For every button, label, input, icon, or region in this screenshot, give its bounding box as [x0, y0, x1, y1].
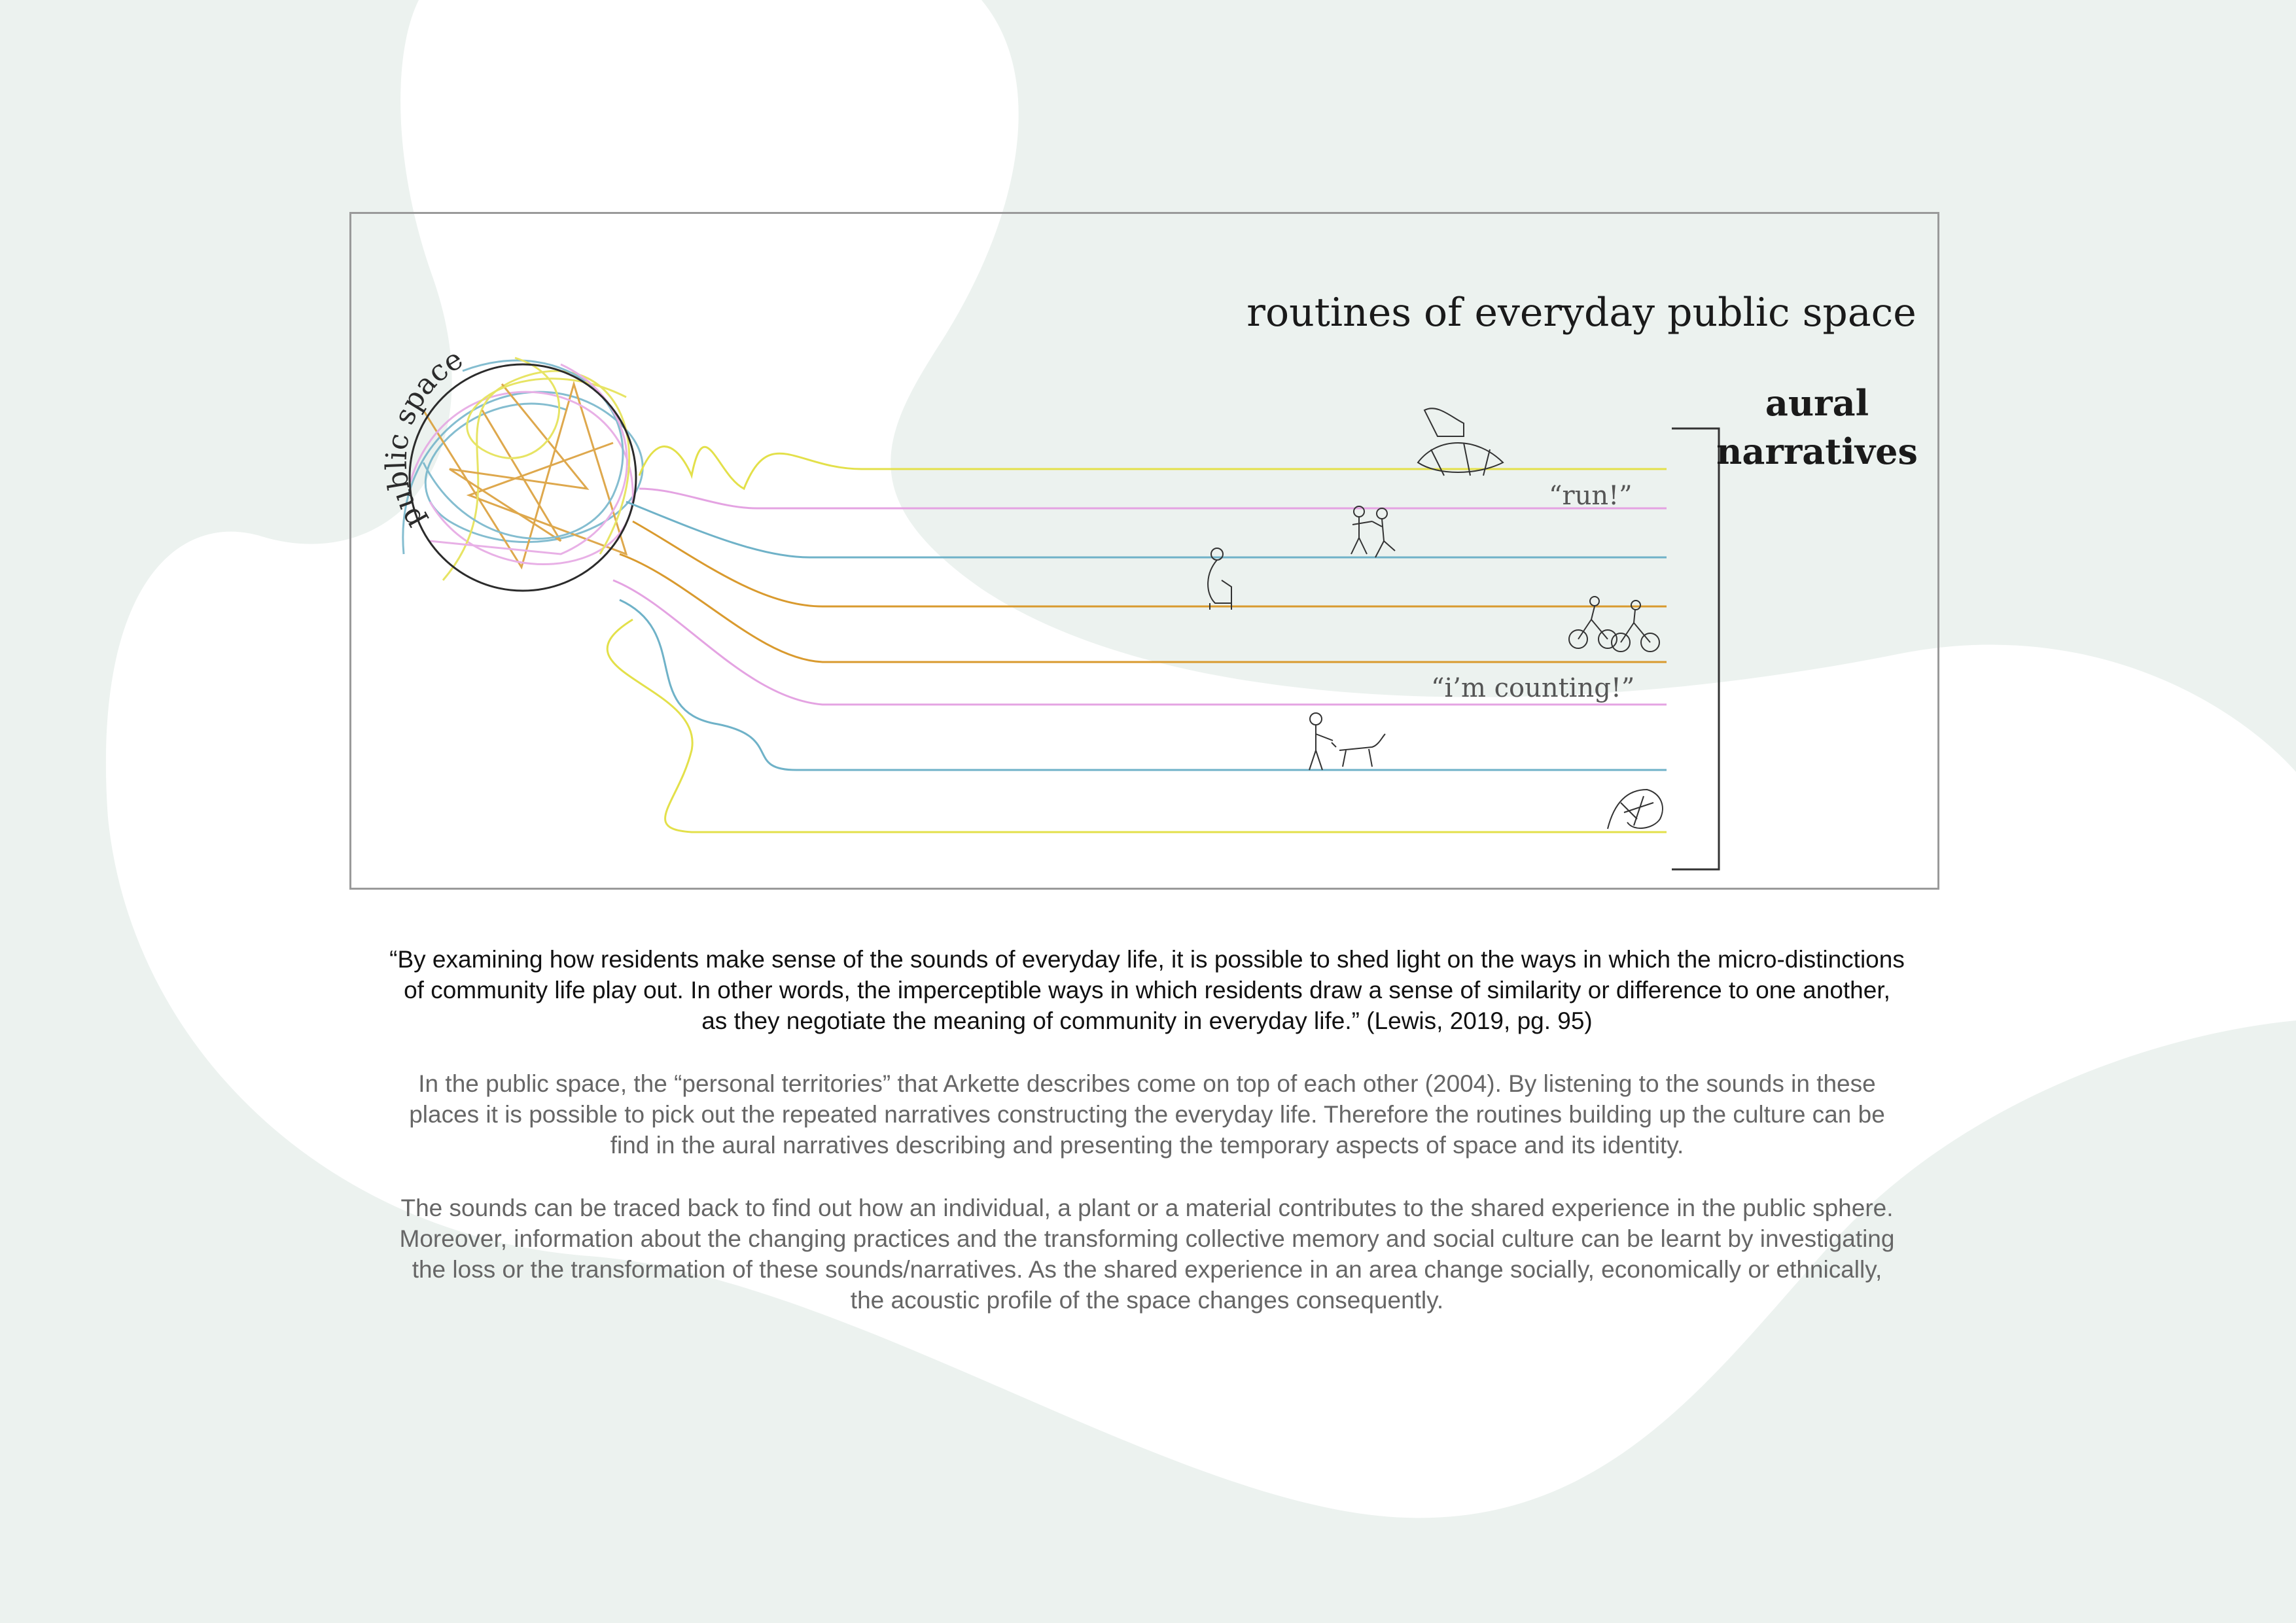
bracket — [1672, 428, 1719, 869]
quote-line: “By examining how residents make sense of the sounds of everyday life, it is possible to shed light on the ways in which the micro-distinctions — [389, 946, 1905, 973]
paragraph-line: Moreover, information about the changing practices and the transforming collective memory and social culture can be learnt by investigating — [399, 1225, 1895, 1252]
circle-label: public space — [380, 342, 469, 534]
aural-narratives-label — [1712, 379, 1922, 476]
paragraph-2 — [351, 1193, 1943, 1316]
shoe-sweeping-icon — [1418, 408, 1503, 476]
speech-counting: “i’m counting!” — [1431, 673, 1635, 703]
narrative-lines — [607, 447, 1667, 832]
paragraph-line: The sounds can be traced back to find out how an individual, a plant or a material contributes to the shared experience in the public sphere. — [400, 1195, 1894, 1221]
diagram-title: routines of everyday public space — [1246, 290, 1916, 336]
aural-label-line: aural — [1765, 382, 1869, 424]
paragraph-1 — [351, 1068, 1943, 1161]
quote-line: as they negotiate the meaning of community in everyday life.” (Lewis, 2019, pg. 95) — [701, 1007, 1593, 1034]
paragraph-line: the acoustic profile of the space changes consequently. — [850, 1287, 1444, 1314]
paragraph-line: find in the aural narratives describing and presenting the temporary aspects of space and its identity. — [610, 1132, 1684, 1159]
quote-block — [351, 944, 1943, 1036]
quote-line: of community life play out. In other words, the imperceptible ways in which residents draw a sense of similarity or difference to one another, — [404, 977, 1890, 1003]
shrub-icon — [1608, 790, 1663, 829]
paragraph-line: the loss or the transformation of these sounds/narratives. As the shared experience in an area change socially, economically or ethnically, — [412, 1256, 1882, 1283]
person-with-dog-icon — [1309, 713, 1385, 770]
speech-run: “run!” — [1549, 481, 1633, 511]
diagram-figure — [349, 212, 1939, 890]
dancing-figures-icon — [1351, 506, 1395, 557]
cyclists-icon — [1569, 597, 1659, 652]
aural-label-line: narratives — [1716, 430, 1918, 472]
paragraph-line: places it is possible to pick out the repeated narratives constructing the everyday life. Therefore the routines building up the culture can be — [409, 1101, 1885, 1128]
paragraph-line: In the public space, the “personal territories” that Arkette describes come on top of each other (2004). By listening to the sounds in these — [418, 1070, 1876, 1097]
